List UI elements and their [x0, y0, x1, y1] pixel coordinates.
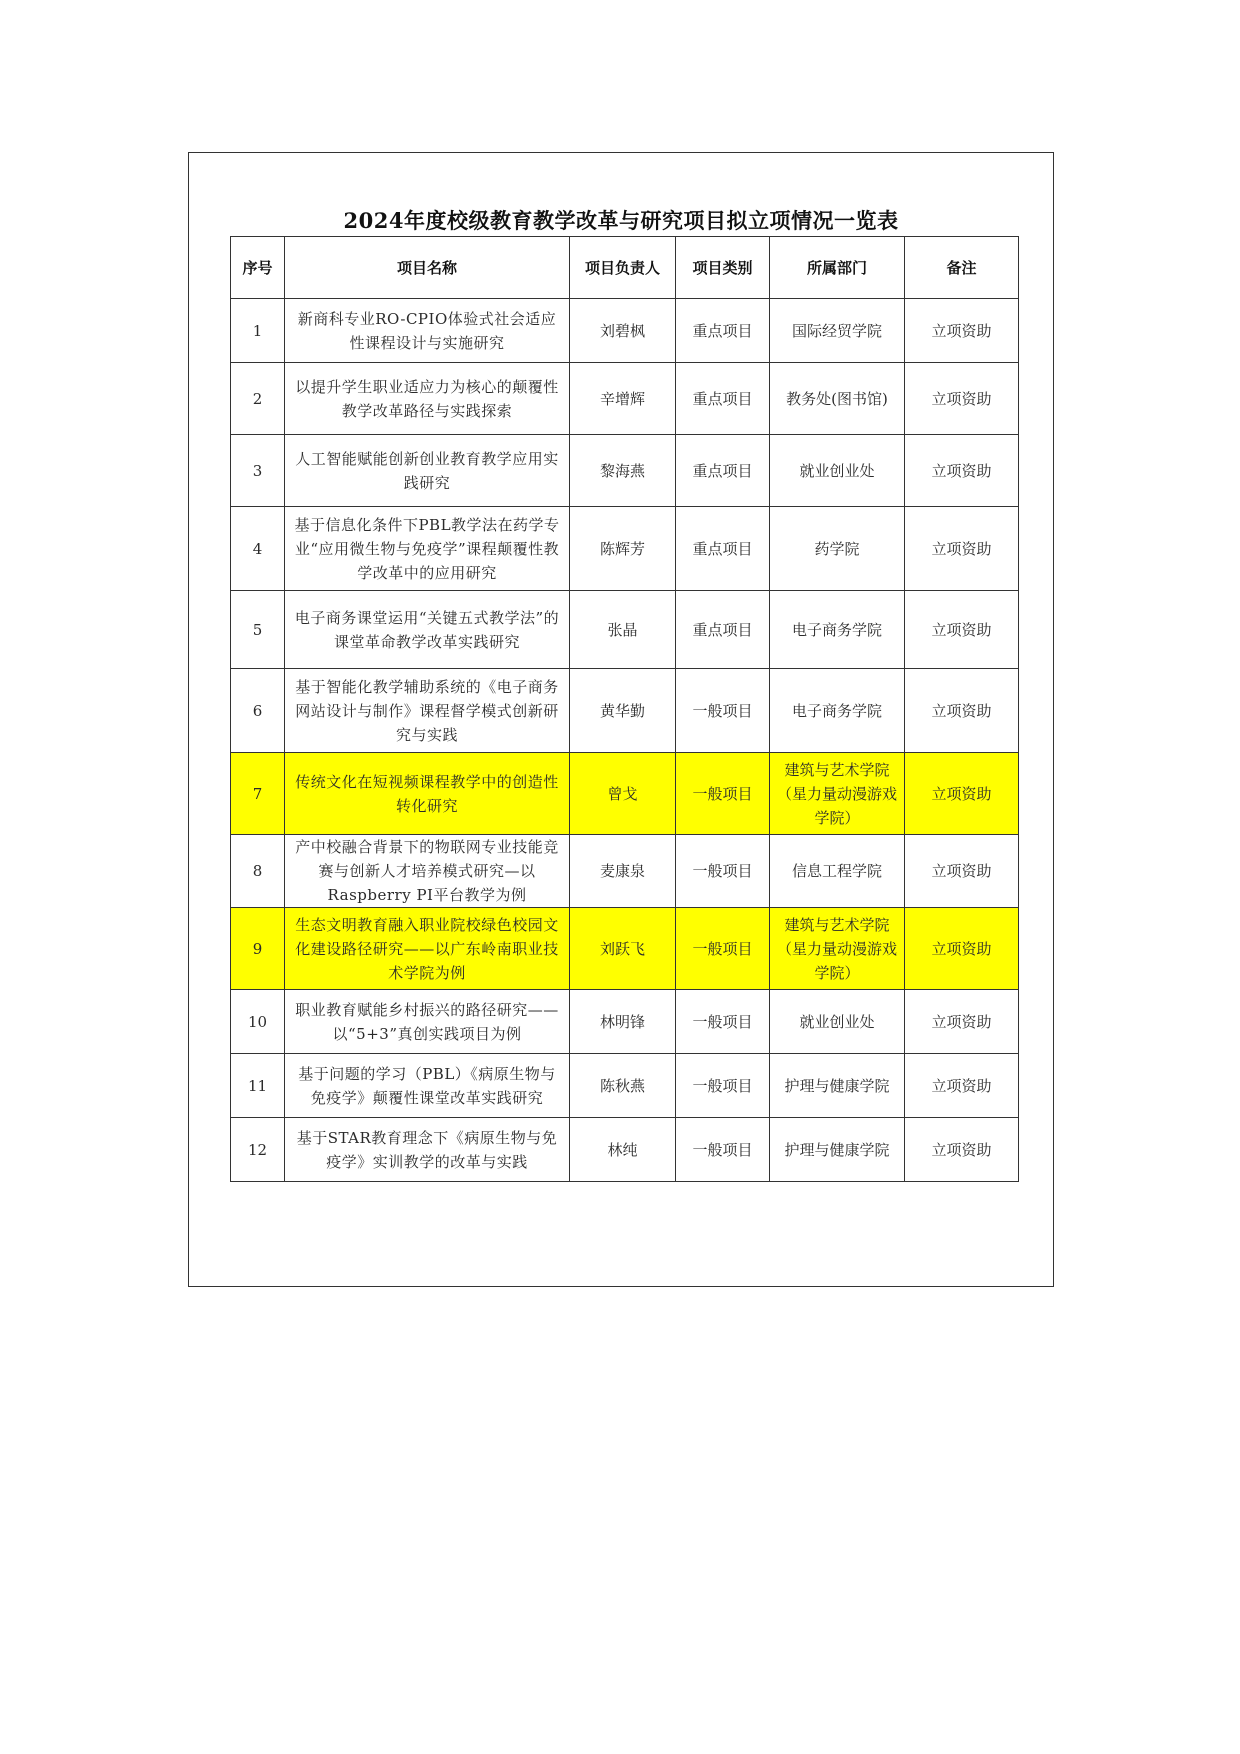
cell-category: 重点项目	[676, 363, 770, 435]
cell-project-name: 人工智能赋能创新创业教育教学应用实践研究	[285, 435, 570, 507]
cell-note: 立项资助	[905, 669, 1019, 753]
project-table	[230, 236, 1019, 1182]
cell-department: 电子商务学院	[770, 591, 905, 669]
cell-no: 11	[231, 1054, 285, 1118]
cell-leader: 麦康泉	[570, 835, 676, 908]
cell-note: 立项资助	[905, 1118, 1019, 1182]
cell-no: 5	[231, 591, 285, 669]
table-row	[231, 299, 1019, 363]
cell-category: 一般项目	[676, 1054, 770, 1118]
table-row-highlighted	[231, 753, 1019, 835]
cell-note: 立项资助	[905, 1054, 1019, 1118]
cell-department: 建筑与艺术学院（星力量动漫游戏学院）	[770, 908, 905, 990]
cell-department: 药学院	[770, 507, 905, 591]
cell-leader: 黎海燕	[570, 435, 676, 507]
cell-leader: 林明锋	[570, 990, 676, 1054]
cell-leader: 黄华勤	[570, 669, 676, 753]
cell-project-name: 新商科专业RO-CPIO体验式社会适应性课程设计与实施研究	[285, 299, 570, 363]
cell-no: 7	[231, 753, 285, 835]
cell-project-name: 以提升学生职业适应力为核心的颠覆性教学改革路径与实践探索	[285, 363, 570, 435]
cell-no: 2	[231, 363, 285, 435]
cell-department: 信息工程学院	[770, 835, 905, 908]
cell-note: 立项资助	[905, 908, 1019, 990]
cell-leader: 陈辉芳	[570, 507, 676, 591]
cell-no: 6	[231, 669, 285, 753]
cell-category: 重点项目	[676, 591, 770, 669]
cell-note: 立项资助	[905, 990, 1019, 1054]
cell-department: 电子商务学院	[770, 669, 905, 753]
cell-leader: 林纯	[570, 1118, 676, 1182]
cell-leader: 刘跃飞	[570, 908, 676, 990]
cell-category: 一般项目	[676, 669, 770, 753]
cell-category: 一般项目	[676, 1118, 770, 1182]
cell-category: 一般项目	[676, 753, 770, 835]
cell-no: 9	[231, 908, 285, 990]
cell-project-name: 职业教育赋能乡村振兴的路径研究——以“5+3”真创实践项目为例	[285, 990, 570, 1054]
cell-category: 一般项目	[676, 835, 770, 908]
header-note: 备注	[905, 237, 1019, 299]
table-row	[231, 835, 1019, 908]
cell-note: 立项资助	[905, 299, 1019, 363]
cell-category: 一般项目	[676, 990, 770, 1054]
cell-project-name: 基于信息化条件下PBL教学法在药学专业“应用微生物与免疫学”课程颠覆性教学改革中的应用研究	[285, 507, 570, 591]
cell-project-name: 传统文化在短视频课程教学中的创造性转化研究	[285, 753, 570, 835]
cell-department: 护理与健康学院	[770, 1118, 905, 1182]
cell-category: 一般项目	[676, 908, 770, 990]
header-no: 序号	[231, 237, 285, 299]
cell-category: 重点项目	[676, 299, 770, 363]
cell-note: 立项资助	[905, 363, 1019, 435]
cell-no: 1	[231, 299, 285, 363]
table-row	[231, 363, 1019, 435]
cell-note: 立项资助	[905, 591, 1019, 669]
cell-leader: 刘碧枫	[570, 299, 676, 363]
cell-department: 就业创业处	[770, 990, 905, 1054]
cell-project-name: 基于STAR教育理念下《病原生物与免疫学》实训教学的改革与实践	[285, 1118, 570, 1182]
cell-note: 立项资助	[905, 507, 1019, 591]
cell-leader: 曾戈	[570, 753, 676, 835]
table-row-highlighted	[231, 908, 1019, 990]
cell-leader: 辛增辉	[570, 363, 676, 435]
cell-department: 就业创业处	[770, 435, 905, 507]
cell-department: 建筑与艺术学院（星力量动漫游戏学院）	[770, 753, 905, 835]
cell-project-name: 生态文明教育融入职业院校绿色校园文化建设路径研究——以广东岭南职业技术学院为例	[285, 908, 570, 990]
table-row	[231, 990, 1019, 1054]
table-row	[231, 435, 1019, 507]
table-row	[231, 591, 1019, 669]
cell-no: 10	[231, 990, 285, 1054]
cell-no: 3	[231, 435, 285, 507]
cell-department: 国际经贸学院	[770, 299, 905, 363]
cell-note: 立项资助	[905, 435, 1019, 507]
header-category: 项目类别	[676, 237, 770, 299]
cell-department: 护理与健康学院	[770, 1054, 905, 1118]
cell-no: 8	[231, 835, 285, 908]
cell-leader: 陈秋燕	[570, 1054, 676, 1118]
cell-project-name: 基于智能化教学辅助系统的《电子商务网站设计与制作》课程督学模式创新研究与实践	[285, 669, 570, 753]
cell-no: 12	[231, 1118, 285, 1182]
table-row	[231, 669, 1019, 753]
cell-note: 立项资助	[905, 753, 1019, 835]
cell-project-name: 产中校融合背景下的物联网专业技能竞赛与创新人才培养模式研究—以Raspberry PI平台教学为例	[285, 835, 570, 908]
header-department: 所属部门	[770, 237, 905, 299]
cell-note: 立项资助	[905, 835, 1019, 908]
table-row	[231, 1054, 1019, 1118]
table-header-row	[231, 237, 1019, 299]
cell-leader: 张晶	[570, 591, 676, 669]
table-row	[231, 507, 1019, 591]
cell-category: 重点项目	[676, 435, 770, 507]
document-frame	[188, 152, 1054, 1287]
header-leader: 项目负责人	[570, 237, 676, 299]
cell-no: 4	[231, 507, 285, 591]
cell-department: 教务处(图书馆)	[770, 363, 905, 435]
cell-category: 重点项目	[676, 507, 770, 591]
table-row	[231, 1118, 1019, 1182]
document-title: 2024年度校级教育教学改革与研究项目拟立项情况一览表	[343, 208, 899, 233]
cell-project-name: 电子商务课堂运用“关键五式教学法”的课堂革命教学改革实践研究	[285, 591, 570, 669]
cell-project-name: 基于问题的学习（PBL）《病原生物与免疫学》颠覆性课堂改革实践研究	[285, 1054, 570, 1118]
header-project-name: 项目名称	[285, 237, 570, 299]
